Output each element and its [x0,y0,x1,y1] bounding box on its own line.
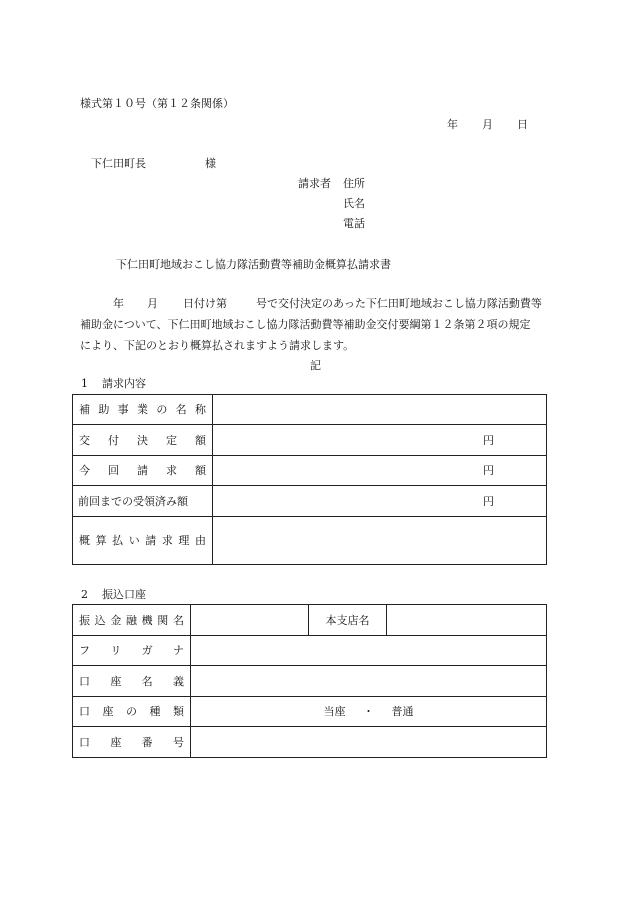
yen-unit: 円 [483,494,494,508]
bank-name-label: 振 込 金 融 機 関 名 [73,605,191,636]
furigana-field[interactable] [191,636,547,666]
request-details-table [72,394,547,565]
body-line1-rest: 号で交付決定のあった下仁田町地域おこし協力隊活動費等 [256,297,542,310]
furigana-label: フ リ ガ ナ [73,636,191,666]
bank-account-table [72,604,547,758]
table-row [73,636,547,666]
account-holder-field[interactable] [191,666,547,697]
account-number-label: 口 座 番 号 [73,727,191,758]
form-number: 様式第１０号（第１２条関係） [80,97,234,110]
body-line-3: により、下記のとおり概算払されますよう請求します。 [80,339,355,352]
table-row [73,395,547,425]
account-type-label: 口 座 の 種 類 [73,697,191,727]
table-row [73,666,547,697]
body-day-prefix: 日付け第 [183,297,227,310]
branch-name-field[interactable] [387,605,547,636]
requester-address-label: 住所 [343,177,365,190]
table-row [73,517,547,565]
grant-decision-amount-label: 交 付 決 定 額 [73,425,213,456]
yen-unit: 円 [483,433,494,447]
yen-unit: 円 [483,464,494,477]
current-request-amount-field[interactable] [213,456,547,486]
project-name-field[interactable] [213,395,547,425]
table-row [73,486,547,517]
account-type-field[interactable] [191,697,547,727]
section1-heading: 請求内容 [102,377,146,390]
body-line-2: 補助金について、下仁田町地域おこし協力隊活動費等補助金交付要綱第１２条第２項の規定 [80,318,531,331]
project-name-label [73,395,213,425]
requester-name-label: 氏名 [343,197,365,210]
table-row [73,456,547,486]
grant-decision-amount-field[interactable] [213,425,547,456]
requester-label: 請求者 [298,177,331,190]
previously-received-amount-label: 前回までの受領済み額 [73,486,213,517]
body-year: 年 [113,297,124,310]
date-year-label: 年 [447,118,458,131]
label-chars: 補 助 事 業 の 名 称 [79,403,206,416]
ki-marker: 記 [310,359,321,372]
account-type-separator: ・ [363,705,374,718]
account-type-ordinary-option[interactable]: 普通 [391,705,414,718]
addressee-honorific: 様 [205,157,216,170]
bank-name-field[interactable] [191,605,309,636]
table-row [73,605,547,636]
branch-name-label: 本支店名 [309,605,387,636]
section1-number: 1 [81,377,88,390]
requester-phone-label: 電話 [343,217,365,230]
previously-received-amount-field[interactable] [213,486,547,517]
section2-heading: 振込口座 [102,588,146,601]
advance-payment-reason-field[interactable] [213,517,547,565]
addressee-name: 下仁田町長 [91,157,146,170]
account-type-current-option[interactable]: 当座 [323,705,346,718]
table-row [73,727,547,758]
date-day-label: 日 [517,118,528,131]
table-row [73,425,547,456]
account-number-field[interactable] [191,727,547,758]
table-row [73,697,547,727]
section2-number: 2 [81,588,88,601]
date-month-label: 月 [482,118,493,131]
account-holder-label: 口 座 名 義 [73,666,191,697]
body-month: 月 [147,297,158,310]
document-title: 下仁田町地域おこし協力隊活動費等補助金概算払請求書 [116,258,391,271]
current-request-amount-label: 今 回 請 求 額 [73,456,213,486]
advance-payment-reason-label: 概 算 払 い 請 求 理 由 [73,517,213,565]
